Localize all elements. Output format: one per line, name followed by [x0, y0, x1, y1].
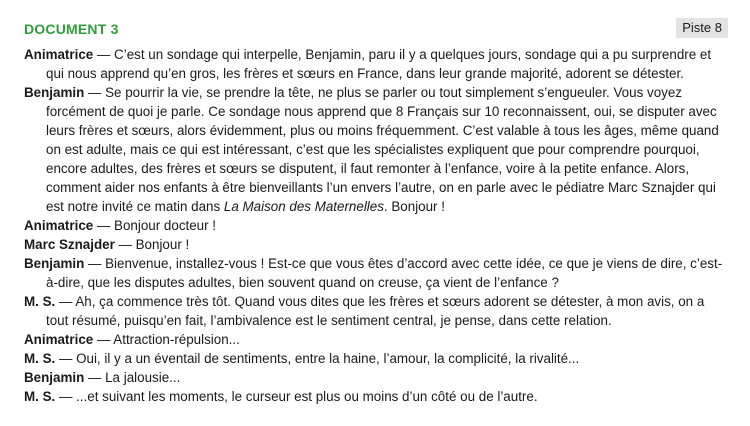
- document-header: [24, 18, 728, 38]
- dialogue-text: — Bonjour !: [114, 237, 190, 252]
- speaker-name: Benjamin: [24, 370, 85, 385]
- dialogue-text: — Oui, il y a un éventail de sentiments, entre la haine, l’amour, la complicité, la rivalité...: [55, 351, 580, 366]
- dialogue-text: — Se pourrir la vie, se prendre la tête, ne plus se parler ou tout simplement s’engueuler. Vous voyez forcément de quoi je parle. Ce sondage nous apprend que 8 Français sur 10 reconnaissent, oui, se disputer avec leurs frères et sœurs, alors évidemment, plus ou moins fréquemment. C’est valable à tous les âges, même quand on est adulte, mais ce qui est intéressant, c’est que les spécialistes expliquent que pour comprendre pourquoi, encore adultes, des frères et sœurs se disputent, il faut remonter à l’enfance, voire à la petite enfance. Alors, comment aider nos enfants à être bienveillants l’un envers l’autre, on en parle avec le pédiatre Marc Sznajder qui est notre invité ce matin dans: [46, 85, 719, 214]
- dialogue-text: — Bonjour docteur !: [93, 218, 217, 233]
- document-title: DOCUMENT 3: [24, 21, 119, 37]
- dialogue-line: [24, 368, 730, 387]
- transcript: [24, 45, 730, 406]
- dialogue-line: [24, 349, 730, 368]
- speaker-name: Marc Sznajder: [24, 237, 115, 252]
- dialogue-line: [24, 387, 730, 406]
- dialogue-line: [24, 45, 730, 83]
- dialogue-line: [24, 254, 730, 292]
- dialogue-line: [24, 216, 730, 235]
- speaker-name: Animatrice: [24, 332, 94, 347]
- dialogue-text: — La jalousie...: [84, 370, 181, 385]
- show-title: La Maison des Maternelles: [223, 199, 384, 214]
- speaker-name: M. S.: [24, 294, 56, 309]
- speaker-name: Animatrice: [24, 47, 94, 62]
- track-badge: Piste 8: [676, 18, 728, 38]
- dialogue-line: [24, 292, 730, 330]
- speaker-name: Animatrice: [24, 218, 94, 233]
- speaker-name: M. S.: [24, 351, 56, 366]
- dialogue-line: [24, 235, 730, 254]
- speaker-name: M. S.: [24, 389, 56, 404]
- dialogue-text: — ...et suivant les moments, le curseur est plus ou moins d’un côté ou de l’autre.: [55, 389, 538, 404]
- dialogue-line: [24, 83, 730, 216]
- dialogue-text: . Bonjour !: [383, 199, 445, 214]
- dialogue-text: — C’est un sondage qui interpelle, Benjamin, paru il y a quelques jours, sondage qui a pu surprendre et qui nous apprend qu’en gros, les frères et sœurs en France, dans leur grande majorité, adorent se détester.: [46, 47, 712, 81]
- speaker-name: Benjamin: [24, 85, 85, 100]
- speaker-name: Benjamin: [24, 256, 85, 271]
- dialogue-text: — Attraction-répulsion...: [93, 332, 240, 347]
- dialogue-text: — Bienvenue, installez-vous ! Est-ce que vous êtes d’accord avec cette idée, ce que je viens de dire, c’est-à-dire, que les disputes adultes, bien souvent quand on creuse, ça vient de l’enfance ?: [46, 256, 723, 290]
- dialogue-text: — Ah, ça commence très tôt. Quand vous dites que les frères et sœurs adorent se détester, à mon avis, on a tout résumé, puisqu’en fait, l’ambivalence est le sentiment central, je pense, dans cette relation.: [46, 294, 705, 328]
- dialogue-line: [24, 330, 730, 349]
